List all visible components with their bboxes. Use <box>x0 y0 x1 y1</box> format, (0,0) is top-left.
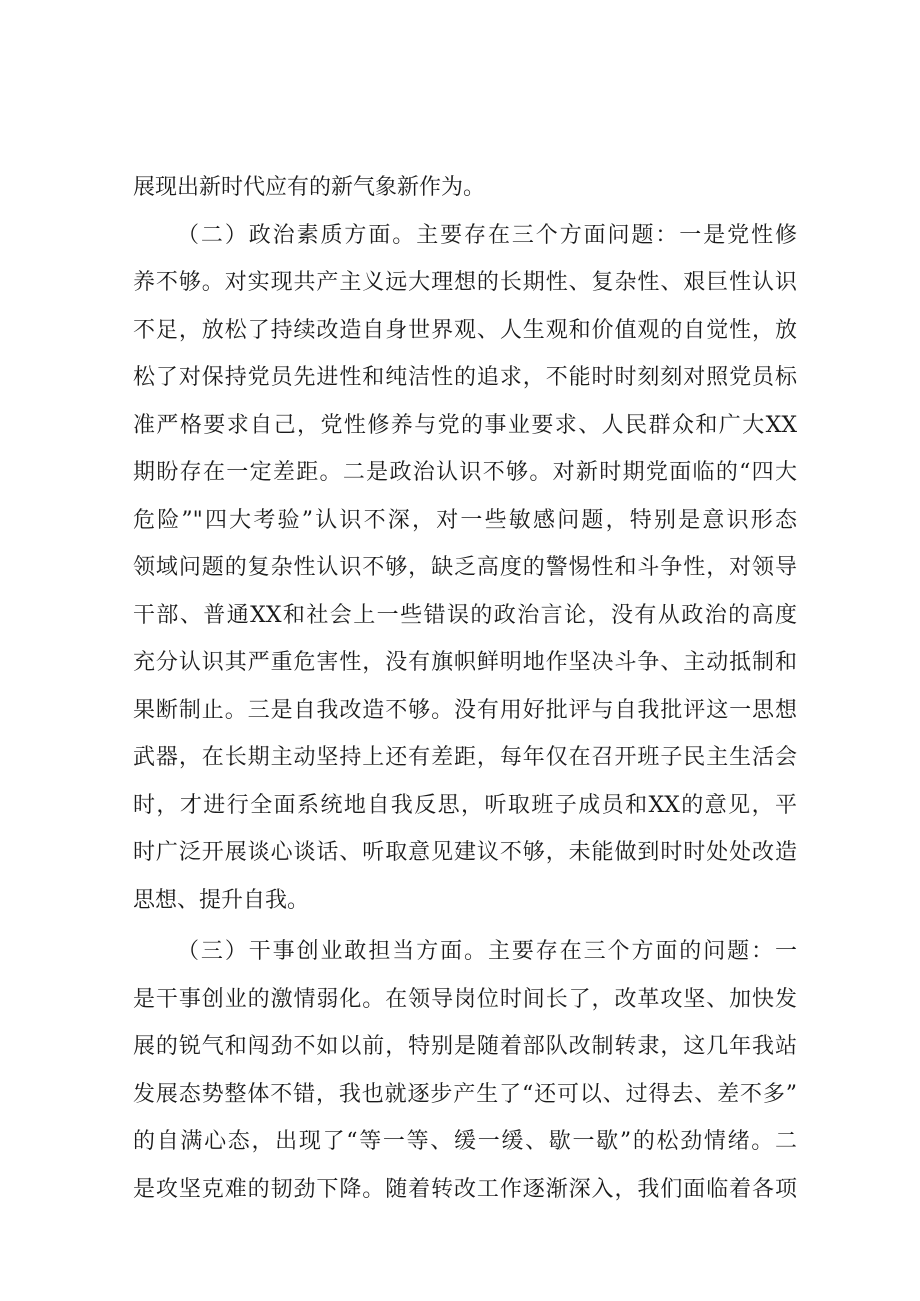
text-line: 不足，放松了持续改造自身世界观、人生观和价值观的自觉性，放 <box>133 317 797 343</box>
text-line: 是干事创业的激情弱化。在领导岗位时间长了，改革攻坚、加快发 <box>133 986 797 1012</box>
text-line: 思想、提升自我。 <box>133 887 310 913</box>
paragraph-entrepreneurship <box>133 928 797 1213</box>
text-line: 果断制止。三是自我改造不够。没有用好批评与自我批评这一思想 <box>133 697 797 723</box>
text-line: 是攻坚克难的韧劲下降。随着转改工作逐渐深入，我们面临着各项 <box>133 1176 797 1202</box>
text-line: 期盼存在一定差距。二是政治认识不够。对新时期党面临的“四大 <box>133 460 797 485</box>
text-line: 养不够。对实现共产主义远大理想的长期性、复杂性、艰巨性认识 <box>133 270 797 295</box>
text-line: 松了对保持党员先进性和纯洁性的追求，不能时时刻刻对照党员标 <box>133 365 797 390</box>
text-line: 领域问题的复杂性认识不够，缺乏高度的警惕性和斗争性，对领导 <box>133 555 797 580</box>
document-body <box>133 164 797 1213</box>
text-line: 展现出新时代应有的新气象新作为。 <box>133 175 486 200</box>
text-line: 干部、普通XX和社会上一些错误的政治言论，没有从政治的高度 <box>133 602 797 628</box>
text-line: 时广泛开展谈心谈话、听取意见建议不够，未能做到时时处处改造 <box>133 840 797 865</box>
text-line: 准严格要求自己，党性修养与党的事业要求、人民群众和广大XX <box>133 412 797 438</box>
text-line: 充分认识其严重危害性，没有旗帜鲜明地作坚决斗争、主动抵制和 <box>133 650 797 675</box>
text-line: （二）政治素质方面。主要存在三个方面问题：一是党性修 <box>177 222 797 248</box>
text-line: 发展态势整体不错，我也就逐步产生了“还可以、过得去、差不多” <box>133 1081 797 1107</box>
text-line: （三）干事创业敢担当方面。主要存在三个方面的问题：一 <box>177 939 797 964</box>
text-line: 武器，在长期主动坚持上还有差距，每年仅在召开班子民主生活会 <box>133 745 797 770</box>
text-line: 的自满心态，出现了“等一等、缓一缓、歇一歇”的松劲情绪。二 <box>133 1129 797 1154</box>
text-line: 时，才进行全面系统地自我反思，听取班子成员和XX的意见，平 <box>133 792 797 818</box>
text-line: 展的锐气和闯劲不如以前，特别是随着部队改制转隶，这几年我站 <box>133 1034 797 1059</box>
paragraph-continuation <box>133 164 797 212</box>
paragraph-political-quality <box>133 212 797 925</box>
text-line: 危险”"四大考验”认识不深，对一些敏感问题，特别是意识形态 <box>133 507 797 533</box>
